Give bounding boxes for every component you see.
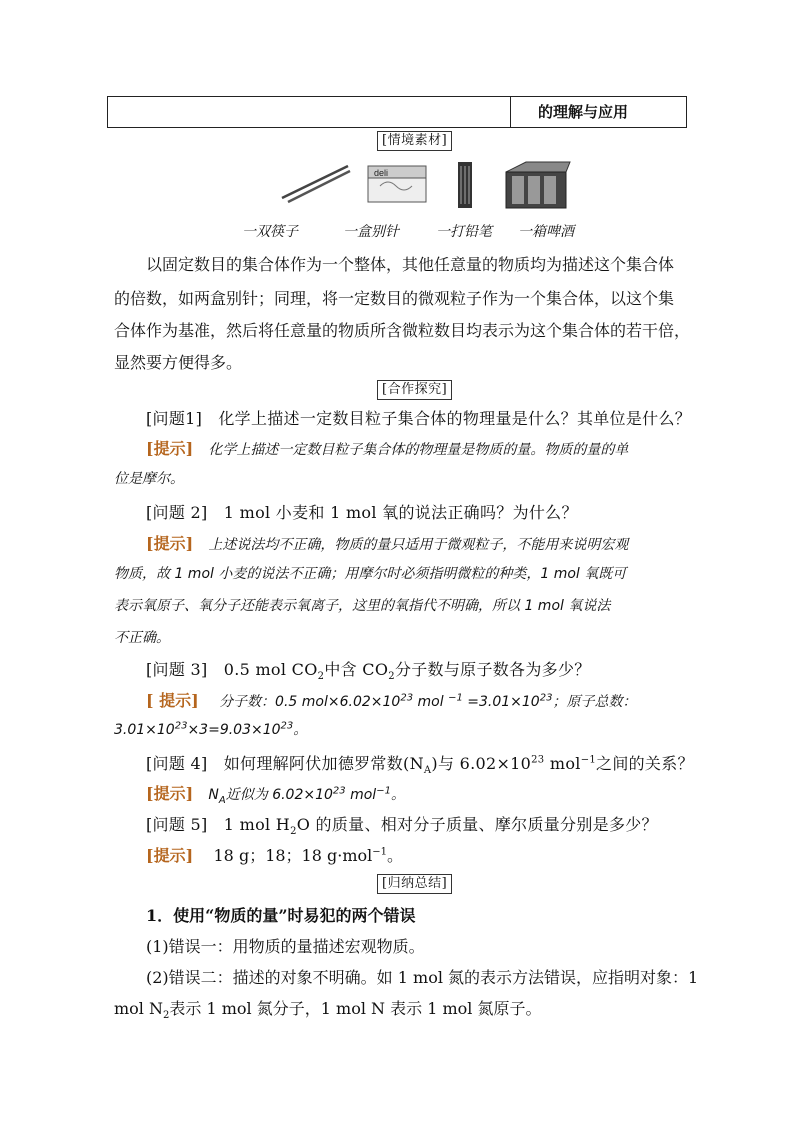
answer-4: [146, 781, 405, 806]
pencils-image: [458, 162, 472, 208]
question-text: 1 mol 小麦和 1 mol 氧的说法正确吗？为什么？: [223, 503, 578, 522]
question-label: [问题 3]: [146, 660, 208, 679]
caption-beer: 一箱啤酒: [518, 224, 574, 240]
answer-part: =3.01×10: [462, 694, 540, 710]
question-label: [问题 2]: [146, 503, 208, 522]
answer-1-line-1: [146, 436, 628, 459]
question-text: 之间的关系？: [596, 754, 694, 773]
question-1: [146, 406, 691, 429]
illustration-strip: [270, 158, 590, 214]
question-label: [问题 5]: [146, 815, 208, 834]
answer-part: 。: [390, 787, 405, 803]
answer-1-line-2: 位是摩尔。: [114, 471, 184, 487]
answer-text: [219, 694, 636, 710]
summary-item-1: (1)错误一：用物质的量描述宏观物质。: [146, 937, 425, 956]
answer-part: mol: [345, 787, 377, 803]
question-label: [问题1]: [146, 409, 203, 428]
answer-2-line-4: 不正确。: [114, 630, 170, 646]
hint-label: [提示]: [146, 784, 194, 803]
tag-explore: [ 合作探究 ]: [377, 380, 452, 400]
chopsticks-image: [282, 166, 350, 202]
intro-line-1: 以固定数目的集合体作为一个整体，其他任意量的物质均为描述这个集合体: [146, 255, 675, 274]
intro-line-3: 合体作为基准，然后将任意量的物质所含微粒数目均表示为这个集合体的若干倍，: [114, 321, 691, 340]
superscript: 23: [539, 692, 553, 704]
tag-material: [ 情境素材 ]: [377, 131, 452, 151]
answer-text: [208, 785, 405, 806]
hint-label: [提示]: [146, 846, 194, 865]
summary-item-2-line-1: (2)错误二：描述的对象不明确。如 1 mol 氮的表示方法错误，应指明对象：1: [146, 968, 699, 987]
answer-2-line-3: 表示氧原子、氧分子还能表示氧离子，这里的氧指代不明确，所以 1 mol 氧说法: [114, 598, 611, 614]
answer-part: 3.01×10: [114, 722, 175, 738]
caption-pencils: 一打铅笔: [436, 224, 492, 240]
subscript: 2: [163, 1010, 170, 1022]
summary-part: 表示 1 mol 氮分子，1 mol N 表示 1 mol 氮原子。: [169, 999, 542, 1018]
superscript: −1: [448, 692, 463, 704]
answer-3-line-1: [146, 688, 636, 711]
answer-part: 近似为 6.02×10: [225, 787, 333, 803]
question-text: 0.5 mol CO: [223, 660, 318, 679]
tag-summary: [ 归纳总结 ]: [377, 874, 452, 894]
question-text: mol: [544, 754, 581, 773]
question-text: 化学上描述一定数目粒子集合体的物理量是什么？其单位是什么？: [218, 409, 692, 428]
brand-text: deli: [374, 168, 389, 178]
question-2: [146, 500, 578, 523]
intro-line-4: 显然要方便得多。: [114, 353, 243, 372]
superscript: −1: [376, 785, 391, 797]
hint-label: [ 提示]: [146, 691, 199, 710]
table-divider: [510, 97, 511, 127]
summary-heading: 1．使用“物质的量”时易犯的两个错误: [146, 906, 416, 925]
table-cell-text: 的理解与应用: [538, 103, 629, 121]
answer-2-line-1: [146, 531, 628, 554]
question-text: O 的质量、相对分子质量、摩尔质量分别是多少？: [296, 815, 658, 834]
answer-part: mol: [413, 694, 449, 710]
subscript: A: [218, 794, 226, 806]
question-text: 中含 CO: [324, 660, 389, 679]
subscript: A: [423, 765, 432, 777]
subscript: 2: [290, 826, 297, 838]
answer-2-line-2: 物质，故 1 mol 小麦的说法不正确；用摩尔时必须指明微粒的种类，1 mol 氧既可: [114, 566, 627, 582]
question-text: 1 mol H: [223, 815, 291, 834]
superscript: 23: [280, 720, 294, 732]
question-text: )与 6.02×10: [431, 754, 532, 773]
question-label: [问题 4]: [146, 754, 208, 773]
superscript: 23: [400, 692, 414, 704]
question-5: [146, 812, 658, 837]
answer-part: ；原子总数：: [552, 694, 637, 710]
answer-part: 18 g；18；18 g·mol: [213, 846, 373, 865]
answer-part: 分子数：0.5 mol×6.02×10: [219, 694, 401, 710]
question-text: 如何理解阿伏加德罗常数(N: [223, 754, 424, 773]
hint-label: [提示]: [146, 439, 194, 458]
header-table: [107, 96, 687, 128]
superscript: −1: [580, 754, 597, 766]
answer-part: N: [208, 787, 219, 803]
summary-part: mol N: [114, 999, 164, 1018]
beer-case-image: [506, 162, 570, 208]
intro-line-2: 的倍数，如两盒别针；同理，将一定数目的微观粒子作为一个集合体，以这个集: [114, 289, 675, 308]
caption-clips: 一盒别针: [343, 224, 399, 240]
superscript: 23: [531, 754, 545, 766]
question-3: [146, 657, 591, 682]
answer-part: 。: [293, 722, 308, 738]
superscript: −1: [372, 846, 387, 858]
answer-3-line-2: [114, 719, 307, 739]
superscript: 23: [332, 785, 346, 797]
subscript: 2: [388, 671, 395, 683]
caption-chopsticks: 一双筷子: [242, 224, 298, 240]
answer-part: ×3=9.03×10: [187, 722, 281, 738]
summary-item-2-line-2: [114, 996, 541, 1021]
superscript: 23: [174, 720, 188, 732]
question-text: 分子数与原子数各为多少？: [394, 660, 591, 679]
clip-box-image: [368, 166, 426, 202]
question-4: [146, 751, 694, 776]
answer-part: 。: [387, 846, 404, 865]
subscript: 2: [317, 671, 325, 683]
answer-text: 上述说法均不正确，物质的量只适用于微观粒子，不能用来说明宏观: [208, 537, 629, 553]
answer-text: 化学上描述一定数目粒子集合体的物理量是物质的量。物质的量的单: [208, 442, 629, 458]
answer-5: [146, 843, 403, 866]
hint-label: [提示]: [146, 534, 194, 553]
